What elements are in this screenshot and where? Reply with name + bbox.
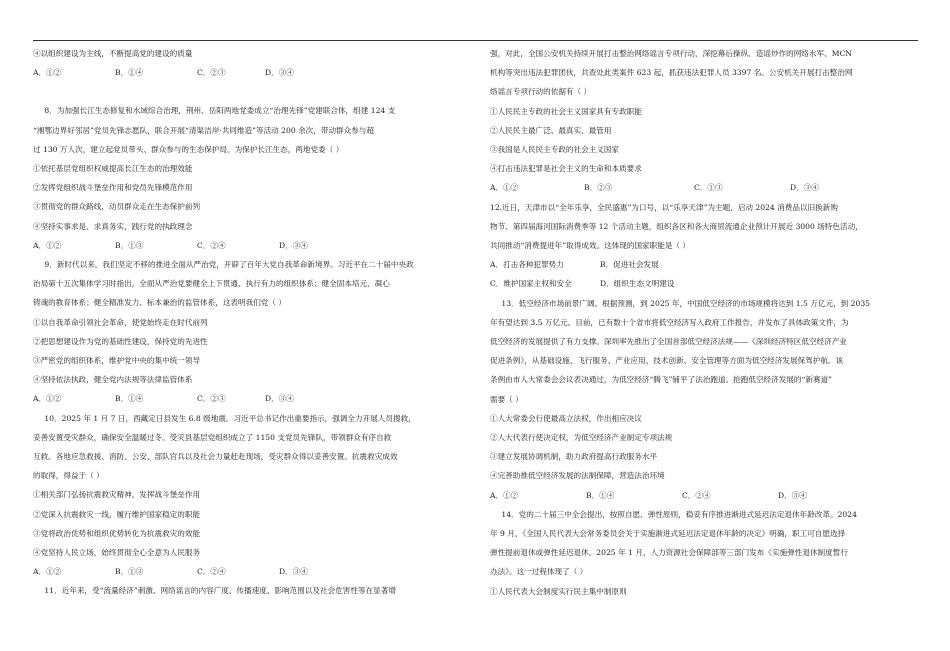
q9-stem-3: 铸魂的教育体系；健全精准发力、标本兼治的监管体系，这表明我们党（ ）	[33, 298, 287, 308]
q13-stem-3: 低空经济的发展提供了有力支撑。深圳率先推出了全国首部低空经济法规——《深圳经济特区低空经济产业	[490, 337, 847, 347]
choice-a: A．打击各种犯罪势力	[490, 260, 564, 270]
q13-choices	[490, 486, 918, 505]
q12-stem-2: 物节、第四届海河国际消费季等 12 个活动主题，组织各区和各大商贸流通企业预计开展近 3000 场特色活动，	[490, 221, 863, 231]
q12-stem-3: 共同推动“消费提进年”取得成效。这体现的国家职能是（ ）	[490, 241, 691, 251]
q13-stem-4: 促进条例》，从基础设施、飞行服务、产业应用、技术创新、安全管理等方面为低空经济发展保驾护航。该	[490, 356, 844, 366]
choice-d: D．③④	[279, 567, 308, 577]
q11-option-3: ③我国是人民民主专政的社会主义国家	[490, 145, 620, 155]
q9-option-3: ③严密党的组织体系，维护党中央的集中统一领导	[33, 356, 201, 366]
choice-a: A．①②	[490, 183, 519, 193]
choice-d: D．③④	[790, 183, 819, 193]
choice-c: C．②④	[682, 490, 711, 500]
choice-a: A．①②	[33, 394, 62, 404]
choice-d: D．③④	[265, 394, 294, 404]
q10-stem-2: 妥善安置受灾群众，确保安全温暖过冬。受灾县基层党组织成立了 1150 支党员先锋队，带领群众有序自救	[33, 432, 392, 442]
q10-option-4: ④党坚持人民立场，始终贯彻全心全意为人民服务	[33, 548, 201, 558]
choice-b: B．①③	[115, 567, 144, 577]
q8-option-3: ③贯彻党的群众路线，动员群众走在生态保护前列	[33, 202, 201, 212]
choice-c: C．维护国家主权和安全	[490, 279, 572, 289]
q12-stem-1: 12.近日，天津市以“全年乐享，全民盛惠”为口号，以“乐享天津”为主题，启动 2024 消费品以旧换新购	[490, 202, 838, 212]
q14-option-1: ①人民代表大会制度实行民主集中制原则	[490, 586, 627, 596]
choice-d: D．组织生态文明建设	[600, 279, 675, 289]
q11-stem-2: 强，对此，全国公安机关持续开展打击整治网络谣言专项行动，深挖幕后操纵、造谣炒作的网络水军、MCN	[490, 49, 852, 58]
q13-stem-2: 年有望达到 3.5 万亿元。目前，已有数十个省市将低空经济写入政府工作报告，并发布了具体政策文件，为	[490, 317, 849, 327]
choice-b: B．促进社会发展	[600, 260, 659, 270]
q11-stem-1: 11．近年来，受“流量经济”刺激、网络谣言的内容广度、传播速度、影响范围以及社会危害性等在显著增	[44, 586, 396, 596]
q14-stem-4: 办法》。这一过程体现了（ ）	[490, 567, 588, 577]
choice-b: B．①④	[586, 490, 615, 500]
choice-d: D．③④	[265, 68, 294, 78]
q11-stem-4: 络谣言专项行动的依据有（ ）	[490, 87, 592, 97]
header-rule	[33, 40, 918, 41]
choice-b: B．①④	[115, 394, 144, 404]
q8-choices	[33, 236, 465, 255]
q8-option-1: ①依托基层党组织权威提高长江生态的治理效能	[33, 164, 193, 174]
q13-stem-1: 13．低空经济市场前景广阔。根据预测，到 2025 年，中国低空经济的市场规模将达到 1.5 万亿元，到 2035	[501, 298, 871, 308]
q9-stem-1: 9．新时代以来，我们坚定不移的推进全面从严治党，开辟了百年大党自我革命新境界。习近平在二十届中央政	[44, 260, 414, 270]
q14-stem-2: 年 9 月，《全国人民代表大会常务委员会关于实施渐进式延迟法定退休年龄的决定》明确，职工可自愿选择	[490, 529, 846, 539]
q13-stem-6: 需要（ ）	[490, 394, 523, 404]
q13-option-2: ②人大代表行使决定权，为低空经济产业制定专项法规	[490, 433, 673, 443]
choice-a: A．①②	[33, 68, 62, 78]
choice-b: B．②③	[584, 183, 613, 193]
q8-option-4: ④坚持实事求是、求真务实，践行党的执政理念	[33, 221, 193, 231]
q10-option-2: ②党深入抗震救灾一线，履行维护国家稳定的职能	[33, 509, 201, 519]
choice-c: C．②④	[197, 240, 226, 250]
q8-option-2: ②发挥党组织战斗堡垒作用和党员先锋模范作用	[33, 183, 193, 193]
choice-c: C．②④	[197, 567, 226, 577]
choice-c: C．①③	[694, 183, 723, 193]
q9-option-4: ④坚持依法执政，健全党内法规等法律监管体系	[33, 375, 193, 385]
q9-option-1: ①以自我革命引领社会革命，使党始终走在时代前列	[33, 317, 208, 327]
q10-choices	[33, 562, 465, 581]
q12-choices-row-2	[490, 274, 918, 293]
q7-option-4: ④以组织建设为主线，不断提高党的建设的质量	[33, 49, 193, 58]
q11-option-2: ②人民民主最广泛、最真实、最管用	[490, 125, 612, 135]
q10-stem-1: 10．2025 年 1 月 7 日，西藏定日县发生 6.8 级地震。习近平总书记作出重要指示，强调全力开展人员搜救，	[44, 413, 416, 423]
q11-stem-3: 机构等突出违法犯罪团伙，共查处此类案件 623 起，抓获违法犯罪人员 3397 名。公安机关开展打击整治网	[490, 68, 853, 78]
choice-d: D．③④	[778, 490, 807, 500]
q13-stem-5: 条例由市人大常委会会议表决通过，为低空经济“腾飞”铺平了法治跑道。抢跑低空经济发展的“新赛道”	[490, 375, 833, 385]
choice-a: A．①②	[33, 567, 62, 577]
q13-option-3: ③建立发展协调机制，助力政府提高行政服务水平	[490, 452, 658, 462]
q11-choices	[490, 178, 918, 197]
choice-d: D．③④	[279, 240, 308, 250]
q9-stem-2: 治局第十五次集体学习时指出，全面从严治党要健全上下贯通、执行有力的组织体系；健全固本培元、凝心	[33, 279, 390, 289]
q14-stem-1: 14．党的二十届三中全会提出，按照自愿、弹性原则，稳妥有序推进渐进式延迟法定退休年龄改革。2024	[501, 509, 857, 519]
q13-option-4: ④完善助推低空经济发展的法制保障，营造法治环境	[490, 471, 665, 481]
q9-choices	[33, 389, 465, 408]
q12-choices-row-1	[490, 255, 918, 274]
left-column	[33, 44, 465, 601]
q11-option-1: ①人民民主专政的社会主义国家具有专政职能	[490, 106, 642, 116]
choice-b: B．①④	[115, 68, 144, 78]
q10-option-3: ③党将政治优势和组织优势转化为抗震救灾的效能	[33, 528, 201, 538]
q8-stem-1: 8．为加强长江生态修复和水域综合治理，荆州、岳阳两地党委成立“治理先锋”党建联合体，组建 124 支	[44, 106, 396, 116]
choice-a: A．①②	[33, 240, 62, 250]
choice-b: B．①③	[115, 240, 144, 250]
q11-option-4: ④打击违法犯罪是社会主义的生命和本质要求	[490, 164, 642, 174]
q10-option-1: ①相关部门弘扬抗震救灾精神，发挥战斗堡垒作用	[33, 490, 201, 500]
q13-option-1: ①人大常委会行使最高立法权，作出相应决议	[490, 413, 642, 423]
q7-choices	[33, 63, 465, 82]
q10-stem-3: 互救。各地应急救援、消防、公安、部队官兵以及社会力量赶赴现场，受灾群众得以妥善安置。抗震救灾成效	[33, 452, 398, 462]
choice-c: C．②③	[197, 68, 226, 78]
right-column	[490, 44, 918, 601]
choice-c: C．②③	[197, 394, 226, 404]
q9-option-2: ②把思想建设作为党的基础性建设，保持党的先进性	[33, 336, 208, 346]
q8-stem-2: “湘鄂边界好邻居”党员先锋志愿队，联合开展“清渠洁岸·共同维造”等活动 200 余次，带动群众参与超	[33, 125, 375, 135]
q8-stem-3: 过 130 万人次，建立起党员带头、群众参与的生态保护局。为保护长江生态，两地党委（ ）	[33, 144, 344, 154]
q10-stem-4: 的取得，得益于（ ）	[33, 471, 104, 481]
q14-stem-3: 弹性提前退休或弹性延迟退休。2025 年 1 月，人力资源社会保障部等三部门发布《实施弹性退休制度暂行	[490, 548, 848, 558]
choice-a: A．①②	[490, 490, 519, 500]
